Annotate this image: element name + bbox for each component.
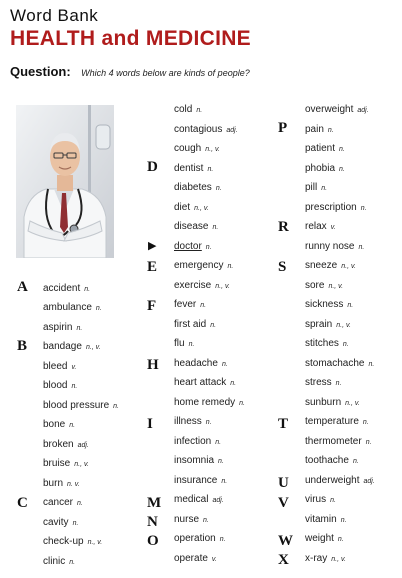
doctor-photo-illustration [16,105,114,258]
word-entry [43,316,82,335]
word-entry [174,332,194,351]
word-entry [43,472,80,491]
word-entry [174,137,220,156]
section-letter-b: B [17,338,28,354]
part-of-speech: n. [69,422,76,429]
word-entry [43,452,89,471]
part-of-speech: n. [368,361,375,368]
part-of-speech: n. [196,107,203,114]
word: cancer [43,497,74,508]
part-of-speech: n. [330,497,336,504]
word-entry [174,293,206,312]
word: flu [174,338,185,349]
section-letter-r: R [278,219,289,235]
word-entry [43,511,78,530]
word-entry [43,335,101,354]
part-of-speech: n., v. [345,400,360,407]
section-letter-p: P [278,120,288,136]
word-entry [305,313,351,332]
word-entry [43,296,102,315]
word: sneeze [305,260,338,271]
word-entry [305,449,359,468]
section-letter-w: W [278,533,293,549]
word-entry [43,374,77,393]
part-of-speech: n., v. [205,146,220,153]
word: patient [305,143,336,154]
word: stomachache [305,358,365,369]
word-entry [174,254,233,273]
word: contagious [174,124,223,135]
part-of-speech: n. [207,166,214,173]
word-entry [305,469,375,488]
word-entry [305,488,336,507]
word-entry [174,157,213,176]
word: sore [305,280,325,291]
word: bone [43,419,66,430]
word-entry [305,391,360,410]
part-of-speech: n. [327,127,334,134]
word: relax [305,221,327,232]
word-bank-label: Word Bank [10,6,99,25]
part-of-speech: n. [200,302,207,309]
word: bleed [43,361,68,372]
word: check-up [43,536,84,547]
word-entry [305,332,349,351]
word-entry [305,176,327,195]
word: operate [174,553,208,564]
word: vitamin [305,514,337,525]
part-of-speech: n., v. [215,283,230,290]
word-entry [43,530,102,549]
word: phobia [305,163,336,174]
word-entry [174,98,202,117]
word-entry [174,430,221,449]
word-entry [174,235,212,254]
word: cavity [43,517,69,528]
word: sprain [305,319,333,330]
section-letter-h: H [147,357,159,373]
word: medical [174,494,209,505]
part-of-speech: n., v. [328,283,344,290]
word-entry [305,410,369,429]
part-of-speech: n. [365,439,372,446]
word-entry [174,469,227,488]
question-line [10,63,250,81]
part-of-speech: n. [188,341,195,348]
part-of-speech: n., v. [194,205,209,212]
part-of-speech: n. [362,419,369,426]
part-of-speech: n. v. [67,481,80,488]
word-entry [305,98,369,117]
section-letter-a: A [17,279,28,295]
part-of-speech: v. [211,556,217,563]
word: first aid [174,319,207,330]
part-of-speech: n. [221,361,228,368]
section-letter-u: U [278,475,289,491]
word: ambulance [43,302,92,313]
word-entry [305,527,344,546]
part-of-speech: n., v. [341,263,356,270]
part-of-speech: n. [227,263,234,270]
word-entry [174,196,209,215]
pointer-arrow-icon: ▶ [148,240,157,252]
word: diabetes [174,182,212,193]
word-entry [305,235,364,254]
word: pill [305,182,318,193]
section-letter-x: X [278,552,289,568]
part-of-speech: n. [95,305,102,312]
part-of-speech: n. [113,403,119,410]
section-letter-f: F [147,298,157,314]
word: dentist [174,163,204,174]
word-entry [174,410,212,429]
word-entry [305,137,345,156]
word: thermometer [305,436,362,447]
word-entry [43,491,83,510]
word: sunburn [305,397,342,408]
word: burn [43,478,64,489]
word-entry [174,176,222,195]
part-of-speech: v. [330,224,336,231]
part-of-speech: n. [76,325,83,332]
word: diet [174,202,191,213]
word-entry [174,449,224,468]
word: nurse [174,514,200,525]
part-of-speech: n. [77,500,83,507]
word: toothache [305,455,349,466]
word: home remedy [174,397,236,408]
section-letter-c: C [17,495,28,511]
part-of-speech: n., v. [85,344,101,351]
part-of-speech: n. [219,536,226,543]
section-letter-s: S [278,259,287,275]
word-entry [174,313,216,332]
word: exercise [174,280,212,291]
word-entry [174,508,209,527]
part-of-speech: n., v. [331,556,346,563]
word: illness [174,416,202,427]
part-of-speech: adj. [212,497,224,504]
word-entry [43,355,76,374]
part-of-speech: n. [352,458,359,465]
word-entry [174,371,236,390]
word: stress [305,377,332,388]
part-of-speech: n. [218,458,224,465]
part-of-speech: n. [205,419,212,426]
part-of-speech: n. [339,166,345,173]
section-letter-t: T [278,416,289,432]
word: emergency [174,260,224,271]
section-letter-e: E [147,259,158,275]
word: stitches [305,338,339,349]
word: pain [305,124,324,135]
question-label: Question: [10,64,71,79]
word-entry [305,118,334,137]
word-entry [174,527,226,546]
part-of-speech: n. [360,205,367,212]
word: underweight [305,475,360,486]
word-entry [305,352,374,371]
word-entry [305,371,342,390]
part-of-speech: adj. [363,478,375,485]
word: virus [305,494,327,505]
word: clinic [43,556,66,567]
word: heart attack [174,377,227,388]
word: headache [174,358,218,369]
word-entry [305,157,345,176]
part-of-speech: n., v. [336,322,351,329]
word: weight [305,533,334,544]
word-entry [305,254,356,273]
part-of-speech: adj. [357,107,369,114]
word: x-ray [305,553,328,564]
part-of-speech: n. [69,559,76,566]
word: fever [174,299,197,310]
word: bruise [43,458,71,469]
word-entry [174,118,238,137]
word: broken [43,439,74,450]
word-entry [174,391,245,410]
word-entry [174,352,228,371]
word: operation [174,533,216,544]
part-of-speech: n. [212,224,219,231]
word: prescription [305,202,357,213]
part-of-speech: n. [221,478,228,485]
word-entry [305,196,367,215]
word-entry [305,293,353,312]
word-entry [174,274,230,293]
part-of-speech: n. [71,383,78,390]
word: disease [174,221,209,232]
part-of-speech: n. [203,517,209,524]
word: bandage [43,341,82,352]
word-entry [305,215,336,234]
part-of-speech: adj. [77,442,89,449]
part-of-speech: n. [358,244,365,251]
part-of-speech: n. [321,185,328,192]
word: accident [43,283,81,294]
page-title: HEALTH and MEDICINE [10,27,251,50]
word: infection [174,436,212,447]
word-entry [43,413,75,432]
part-of-speech: n. [339,146,345,153]
section-letter-n: N [147,514,158,530]
part-of-speech: n. [239,400,245,407]
section-letter-o: O [147,533,159,549]
word: blood [43,380,68,391]
word-entry [305,430,372,449]
part-of-speech: n. [84,286,91,293]
part-of-speech: v. [71,364,77,371]
word: blood pressure [43,400,110,411]
word-entry [43,277,90,296]
part-of-speech: n. [210,322,217,329]
word-entry [43,394,119,413]
part-of-speech: n. [215,439,222,446]
section-letter-m: M [147,495,162,511]
part-of-speech: n. [205,244,212,251]
word: aspirin [43,322,73,333]
part-of-speech: n., v. [74,461,89,468]
word: temperature [305,416,359,427]
word-entry [43,550,75,569]
word: cold [174,104,193,115]
word-entry [305,547,346,566]
part-of-speech: n. [337,536,344,543]
word-entry [174,547,217,566]
part-of-speech: n. [342,341,349,348]
word-entry [174,488,224,507]
word-entry [43,433,89,452]
doctor-photo [16,105,114,258]
word: doctor [174,241,202,252]
word: cough [174,143,202,154]
word-entry [174,215,218,234]
part-of-speech: adj. [226,127,238,134]
part-of-speech: n. [215,185,222,192]
part-of-speech: n. [335,380,342,387]
word: sickness [305,299,344,310]
word: insomnia [174,455,215,466]
part-of-speech: n. [340,517,347,524]
part-of-speech: n. [230,380,237,387]
part-of-speech: n., v. [87,539,103,546]
section-letter-i: I [147,416,153,432]
word: overweight [305,104,354,115]
word: runny nose [305,241,355,252]
part-of-speech: n. [72,520,79,527]
part-of-speech: n. [347,302,354,309]
word-entry [305,508,347,527]
question-text: Which 4 words below are kinds of people? [81,68,250,78]
word: insurance [174,475,218,486]
section-letter-v: V [278,495,289,511]
section-letter-d: D [147,159,158,175]
word-entry [305,274,343,293]
